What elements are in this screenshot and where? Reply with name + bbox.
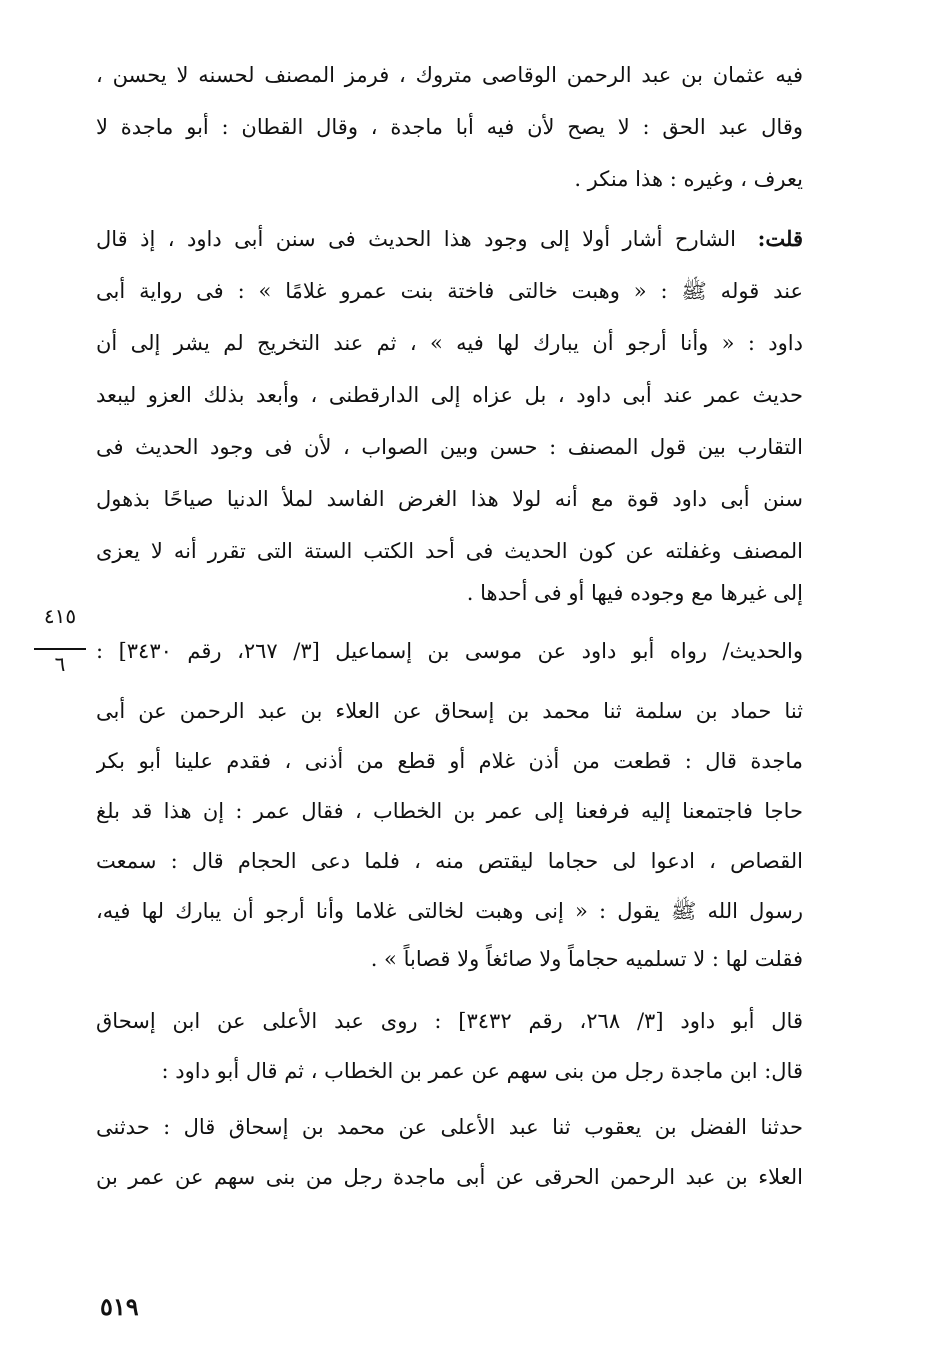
text-line: داود : « وأنا أرجو أن يبارك لها فيه » ، ثم عند التخريج لم يشر إلى أن (96, 331, 803, 355)
text-line: إلى غيرها مع وجوده فيها أو فى أحدها . (466, 581, 803, 605)
text-line: والحديث/ رواه أبو داود عن موسى بن إسماعيل [٣/ ٢٦٧، رقم ٣٤٣٠] : (96, 639, 803, 663)
text-line: عند قوله ﷺ : « وهبت خالتى فاختة بنت عمرو غلامًا » : فى رواية أبى (96, 279, 803, 303)
text-line: حدثنا الفضل بن يعقوب ثنا عبد الأعلى عن محمد بن إسحاق قال : حدثنى (96, 1115, 803, 1139)
text-line: المصنف وغفلته عن كون الحديث فى أحد الكتب الستة التى تقرر أنه لا يعزى (96, 539, 803, 563)
lead-word: قلت: (757, 226, 803, 251)
text-line: يعرف ، وغيره : هذا منكر . (574, 167, 803, 191)
text-line: فقلت لها : لا تسلميه حجاماً ولا صائغاً ولا قصاباً » . (370, 947, 803, 971)
page-number: ٥١٩ (100, 1292, 139, 1321)
margin-rule (34, 648, 86, 650)
text-line: وقال عبد الحق : لا يصح لأن فيه أبا ماجدة ، وقال القطان : أبو ماجدة لا (96, 115, 803, 139)
text-line: القصاص ، ادعوا لى حجاما ليقتص منه ، فلما دعى الحجام قال : سمعت (96, 849, 803, 873)
margin-note-bottom: ٦ (54, 652, 66, 676)
text-line: حاجا فاجتمعنا إليه فرفعنا إلى عمر بن الخطاب ، فقال عمر : إن هذا قد بلغ (96, 799, 803, 823)
text-line: ثنا حماد بن سلمة ثنا محمد بن إسحاق عن العلاء بن عبد الرحمن عن أبى (96, 699, 803, 723)
text-line: ماجدة قال : قطعت من أذن غلام أو قطع من أذنى ، فقدم علينا أبو بكر (96, 749, 803, 773)
text-line: العلاء بن عبد الرحمن الحرقى عن أبى ماجدة رجل من بنى سهم عن عمر بن (96, 1165, 803, 1189)
margin-note-top: ٤١٥ (43, 604, 77, 628)
text-line: فيه عثمان بن عبد الرحمن الوقاصى متروك ، فرمز المصنف لحسنه لا يحسن ، (96, 63, 803, 87)
text-line: قال أبو داود [٣/ ٢٦٨، رقم ٣٤٣٢] : روى عبد الأعلى عن ابن إسحاق (96, 1009, 803, 1033)
text-line: حديث عمر عند أبى داود ، بل عزاه إلى الدارقطنى ، وأبعد بذلك العزو ليبعد (96, 383, 803, 407)
text-line: قال: ابن ماجدة رجل من بنى سهم عن عمر بن الخطاب ، ثم قال أبو داود : (161, 1059, 803, 1083)
text-line: رسول الله ﷺ يقول : « إنى وهبت لخالتى غلاما وأنا أرجو أن يبارك لها فيه، (96, 899, 803, 923)
text-line: التقارب بين قول المصنف : حسن وبين الصواب ، لأن فى وجود الحديث فى (96, 435, 803, 459)
text-line: سنن أبى داود قوة مع أنه لولا هذا الغرض الفاسد لملأ الدنيا صياحًا بذهول (96, 487, 803, 511)
text-line: الشارح أشار أولا إلى وجود هذا الحديث فى سنن أبى داود ، إذ قال (96, 227, 736, 251)
